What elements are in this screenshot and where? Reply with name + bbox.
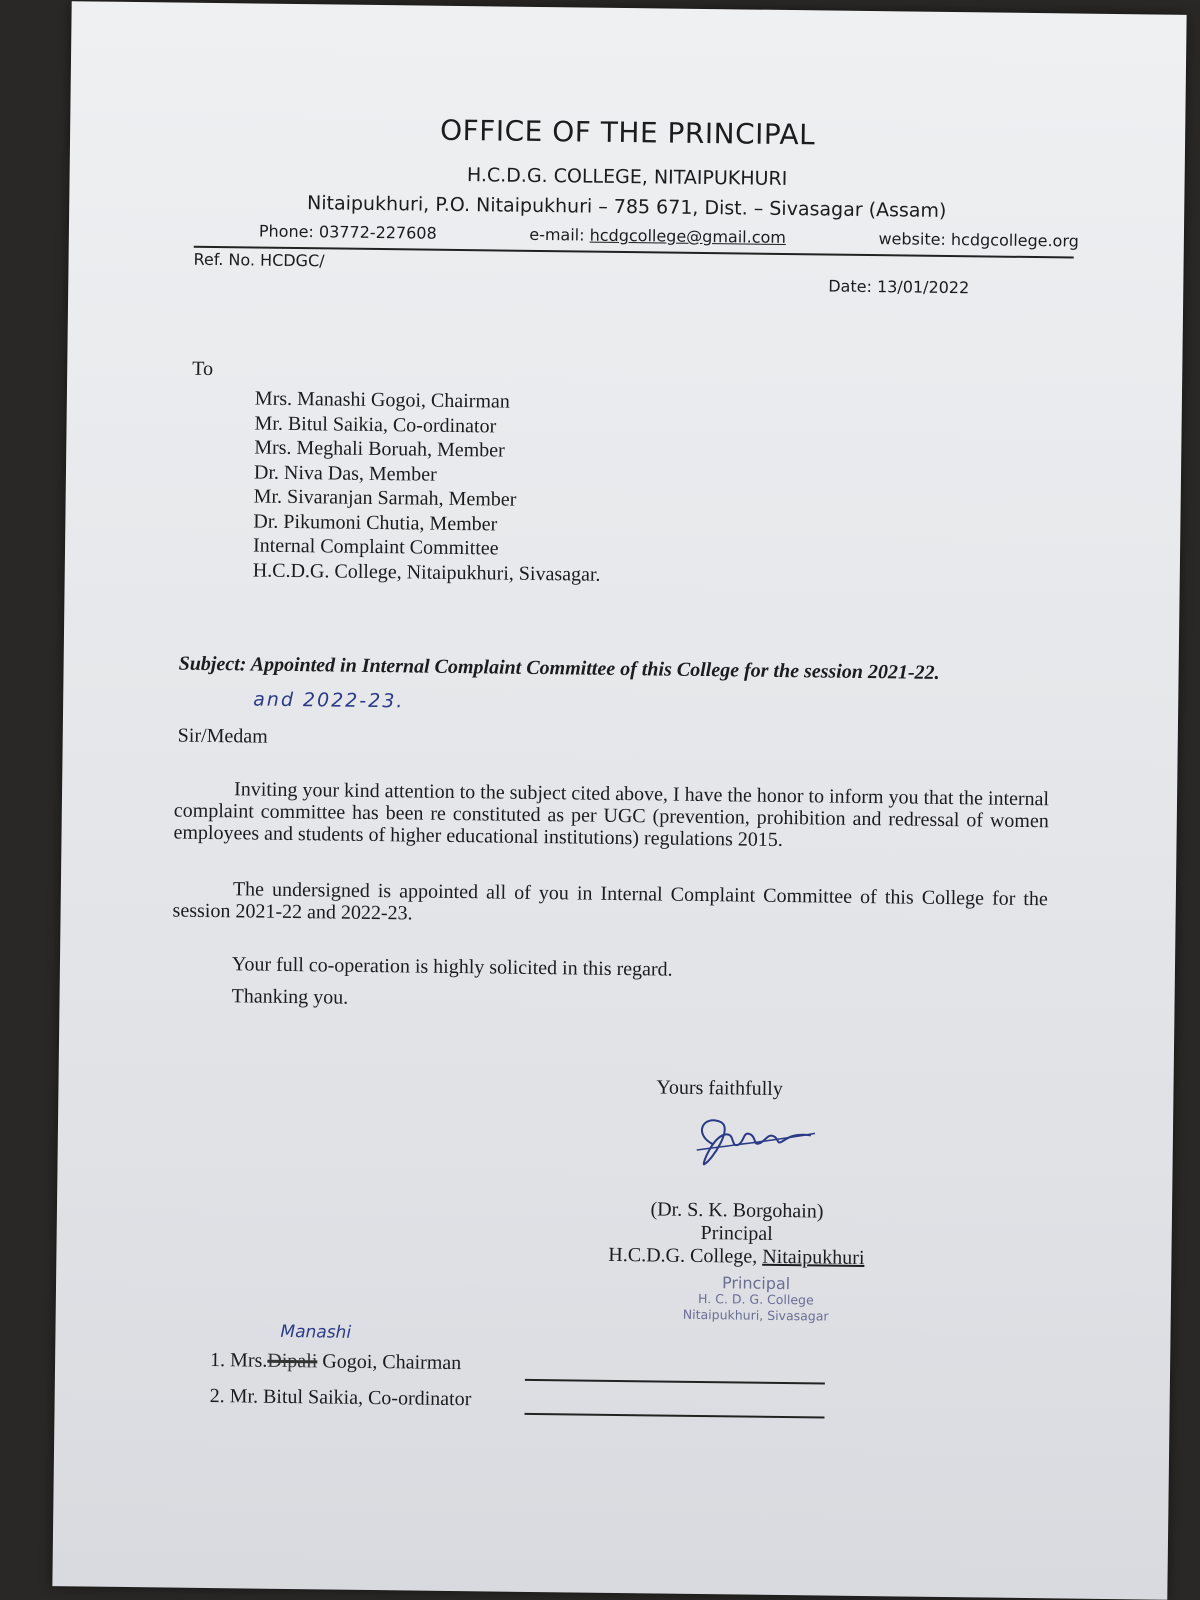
acknowledgement-item bbox=[210, 1349, 461, 1375]
cooperation-line: Your full co-operation is highly solicited in this regard. bbox=[231, 953, 673, 981]
stamp-line: Nitaipukhuri, Sivasagar bbox=[682, 1306, 829, 1324]
item-text: Mr. Bitul Saikia, Co-ordinator bbox=[229, 1385, 472, 1411]
signatory-college-name: H.C.D.G. College, bbox=[608, 1243, 758, 1268]
office-heading: OFFICE OF THE PRINCIPAL bbox=[439, 113, 816, 152]
letter-date: Date: 13/01/2022 bbox=[828, 276, 970, 298]
recipient-line: Dr. Niva Das, Member bbox=[253, 461, 437, 486]
to-label: To bbox=[192, 357, 214, 381]
item-prefix: Mrs. bbox=[229, 1349, 268, 1372]
recipient-address bbox=[253, 387, 603, 587]
stamp-line: Principal bbox=[721, 1273, 791, 1294]
signatory-block bbox=[586, 1198, 887, 1271]
signature-line bbox=[525, 1379, 825, 1384]
item-number: 2. bbox=[209, 1385, 225, 1408]
letter-page bbox=[52, 1, 1186, 1600]
paragraph-text: The undersigned is appointed all of you in Internal Complaint Committee of this College for the session 2021-22 and 2022-23. bbox=[172, 878, 1048, 925]
item-text: Gogoi, Chairman bbox=[322, 1350, 462, 1375]
body-paragraph bbox=[173, 778, 1049, 855]
struck-name: Dipali bbox=[267, 1349, 318, 1373]
recipient-line: Dr. Pikumoni Chutia, Member bbox=[253, 510, 498, 535]
item-number: 1. bbox=[209, 1349, 226, 1372]
acknowledgement-item bbox=[210, 1385, 472, 1411]
body-paragraph bbox=[172, 878, 1047, 933]
recipient-line: Mrs. Meghali Boruah, Member bbox=[254, 436, 505, 462]
signatory-place: Nitaipukhuri bbox=[762, 1245, 865, 1270]
subject-text: Appointed in Internal Complaint Committee of this College for the session 2021-22. bbox=[250, 653, 940, 684]
email-address: hcdgcollege@gmail.com bbox=[589, 225, 787, 247]
recipient-line: Internal Complaint Committee bbox=[252, 534, 499, 560]
subject-handwritten-addition: and 2022-23. bbox=[253, 688, 405, 713]
recipient-line: H.C.D.G. College, Nitaipukhuri, Sivasagar. bbox=[252, 559, 601, 586]
phone-number: Phone: 03772-227608 bbox=[258, 221, 437, 243]
thanks-line: Thanking you. bbox=[231, 985, 349, 1009]
email-label: e-mail: bbox=[529, 224, 585, 245]
college-name: H.C.D.G. COLLEGE, NITAIPUKHURI bbox=[466, 164, 788, 191]
recipient-line: Mrs. Manashi Gogoi, Chairman bbox=[254, 387, 510, 413]
recipient-line: Mr. Sivaranjan Sarmah, Member bbox=[253, 485, 517, 511]
contact-line bbox=[259, 222, 1079, 251]
subject-line bbox=[178, 653, 939, 685]
principal-signature bbox=[682, 1104, 823, 1176]
salutation: Sir/Medam bbox=[177, 724, 268, 748]
closing-phrase: Yours faithfully bbox=[656, 1076, 783, 1101]
signature-line bbox=[524, 1413, 824, 1418]
signatory-college bbox=[586, 1244, 886, 1271]
recipient-line: Mr. Bitul Saikia, Co-ordinator bbox=[254, 412, 497, 437]
email-block bbox=[529, 225, 786, 247]
paragraph-text: Inviting your kind attention to the subject cited above, I have the honor to inform you that the internal complaint committee has been re constituted as per UGC (prevention, prohibition and redressal of women employees and students of higher educational institutions) regulations 2015. bbox=[173, 778, 1050, 851]
subject-label: Subject: bbox=[178, 652, 247, 676]
official-stamp bbox=[636, 1274, 877, 1325]
website: website: hcdgcollege.org bbox=[878, 229, 1079, 251]
handwritten-name-correction: Manashi bbox=[280, 1321, 352, 1343]
college-address: Nitaipukhuri, P.O. Nitaipukhuri – 785 671, Dist. – Sivasagar (Assam) bbox=[306, 192, 947, 222]
signatory-title: Principal bbox=[700, 1222, 773, 1245]
signatory-name: (Dr. S. K. Borgohain) bbox=[650, 1198, 824, 1223]
stamp-line: H. C. D. G. College bbox=[698, 1290, 814, 1308]
reference-number: Ref. No. HCDGC/ bbox=[193, 249, 325, 271]
